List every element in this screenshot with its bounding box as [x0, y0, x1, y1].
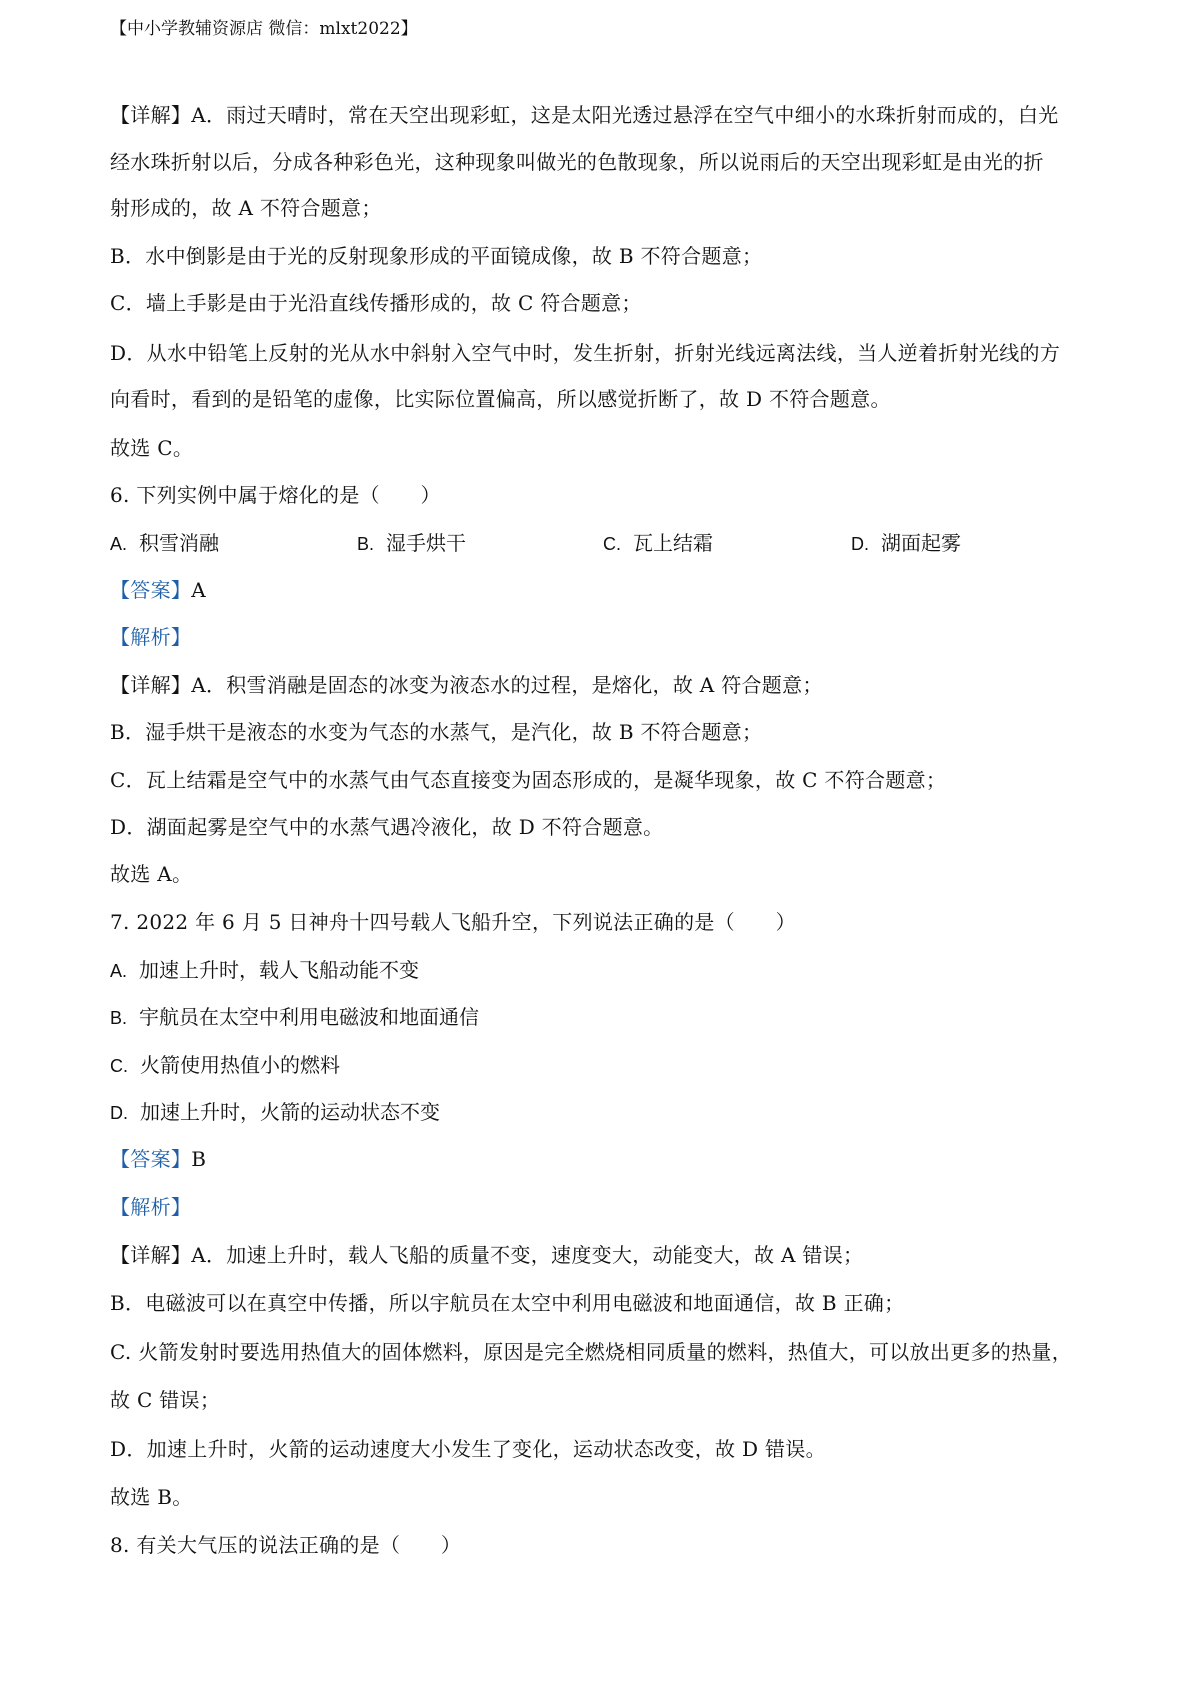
q5-detail-a-line-3: 射形成的，故 A 不符合题意； — [110, 196, 382, 220]
q6-detail-a: 【详解】A．积雪消融是固态的冰变为液态水的过程，是熔化，故 A 符合题意； — [110, 673, 823, 697]
q7-stem: 7. 2022 年 6 月 5 日神舟十四号载人飞船升空，下列说法正确的是（ ） — [110, 910, 796, 934]
q5-detail-a-line-1: 【详解】A．雨过天晴时，常在天空出现彩虹，这是太阳光透过悬浮在空气中细小的水珠折射而成的，白光 — [110, 103, 1059, 127]
q6-detail-d: D．湖面起雾是空气中的水蒸气遇冷液化，故 D 不符合题意。 — [110, 815, 664, 839]
q6-detail-b: B．湿手烘干是液态的水变为气态的水蒸气，是汽化，故 B 不符合题意； — [110, 720, 763, 744]
q7-option-b: B. 宇航员在太空中利用电磁波和地面通信 — [110, 1005, 480, 1029]
q5-detail-b: B．水中倒影是由于光的反射现象形成的平面镜成像，故 B 不符合题意； — [110, 244, 763, 268]
q7-detail-c-line-2: 故 C 错误； — [110, 1388, 221, 1412]
page-header: 【中小学教辅资源店 微信：mlxt2022】 — [110, 19, 418, 39]
q7-detail-b: B．电磁波可以在真空中传播，所以宇航员在太空中利用电磁波和地面通信，故 B 正确； — [110, 1291, 905, 1315]
q5-detail-tag: 【详解】 — [110, 103, 192, 127]
q8-stem: 8. 有关大气压的说法正确的是（ ） — [110, 1533, 462, 1557]
q7-answer: 【答案】B — [110, 1147, 207, 1171]
q7-detail-c-line-1: C. 火箭发射时要选用热值大的固体燃料，原因是完全燃烧相同质量的燃料，热值大，可以放出更多的热量， — [110, 1340, 1073, 1364]
q5-conclusion: 故选 C。 — [110, 436, 194, 460]
q6-option-a: A. 积雪消融 — [110, 531, 220, 555]
q7-detail-d: D．加速上升时，火箭的运动速度大小发生了变化，运动状态改变，故 D 错误。 — [110, 1437, 826, 1461]
q5-detail-d-line-2: 向看时，看到的是铅笔的虚像，比实际位置偏高，所以感觉折断了，故 D 不符合题意。 — [110, 387, 891, 411]
q7-option-d: D. 加速上升时，火箭的运动状态不变 — [110, 1100, 440, 1124]
q6-stem: 6. 下列实例中属于熔化的是（ ） — [110, 483, 441, 507]
q7-option-a: A. 加速上升时，载人飞船动能不变 — [110, 958, 420, 982]
q5-detail-a-line-2: 经水珠折射以后，分成各种彩色光，这种现象叫做光的色散现象，所以说雨后的天空出现彩虹是由光的折 — [110, 150, 1044, 174]
q6-answer-tag: 【答案】 — [110, 578, 192, 602]
q7-answer-tag: 【答案】 — [110, 1147, 192, 1171]
q7-conclusion: 故选 B。 — [110, 1485, 193, 1509]
q6-detail-tag: 【详解】 — [110, 673, 192, 697]
q6-analysis-tag: 【解析】 — [110, 625, 192, 649]
q7-option-c: C. 火箭使用热值小的燃料 — [110, 1053, 340, 1077]
q5-detail-c: C．墙上手影是由于光沿直线传播形成的，故 C 符合题意； — [110, 291, 642, 315]
q6-detail-c: C．瓦上结霜是空气中的水蒸气由气态直接变为固态形成的，是凝华现象，故 C 不符合题意； — [110, 768, 947, 792]
q5-detail-d-line-1: D．从水中铅笔上反射的光从水中斜射入空气中时，发生折射，折射光线远离法线，当人逆着折射光线的方 — [110, 341, 1061, 365]
q7-analysis-tag: 【解析】 — [110, 1195, 192, 1219]
q6-option-c: C. 瓦上结霜 — [603, 531, 713, 555]
q6-option-d: D. 湖面起雾 — [851, 531, 961, 555]
q6-conclusion: 故选 A。 — [110, 862, 193, 886]
q6-answer: 【答案】A — [110, 578, 206, 602]
q6-option-b: B. 湿手烘干 — [357, 531, 467, 555]
q7-detail-tag: 【详解】 — [110, 1243, 192, 1267]
q7-detail-a: 【详解】A．加速上升时，载人飞船的质量不变，速度变大，动能变大，故 A 错误； — [110, 1243, 864, 1267]
